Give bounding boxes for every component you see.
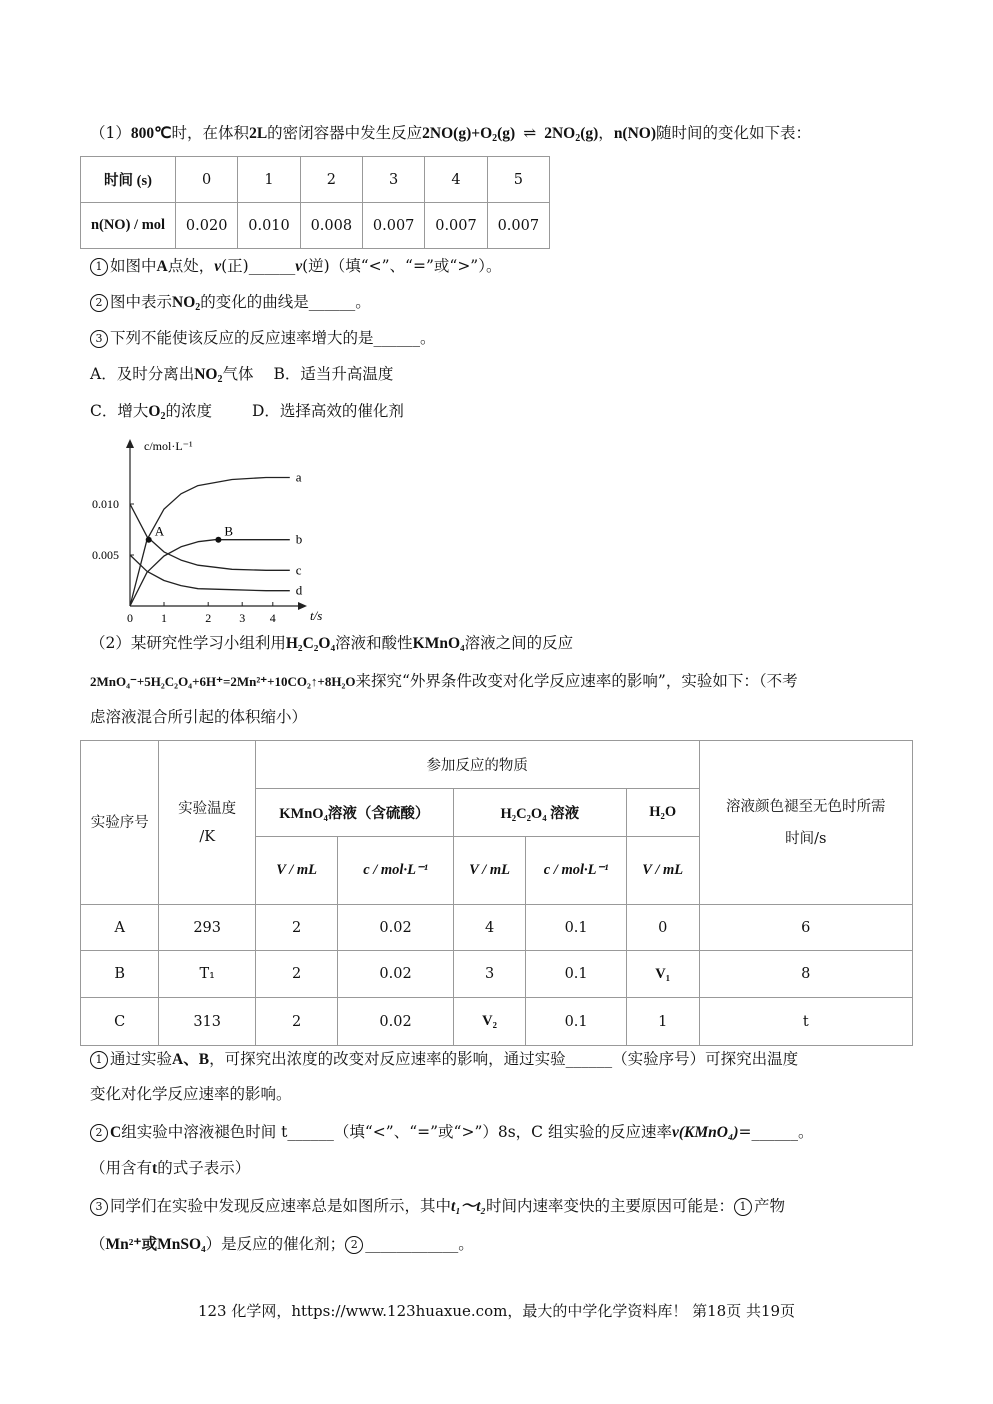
x-tick-label: 2 bbox=[205, 611, 212, 624]
table-cell: 0.02 bbox=[338, 951, 453, 998]
point-label-B: B bbox=[224, 523, 234, 539]
series-label-c: c bbox=[295, 562, 302, 578]
table-cell: 1 bbox=[626, 998, 699, 1046]
header-h2o: H₂O bbox=[626, 789, 699, 837]
q1-options-cd: C．增大O2的浓度 D．选择高效的催化剂 bbox=[90, 402, 404, 422]
y-axis-arrow bbox=[126, 439, 134, 448]
table-cell: A bbox=[81, 905, 159, 951]
table-cell: 6 bbox=[699, 905, 913, 951]
y-tick-label: 0.005 bbox=[92, 548, 119, 562]
series-line-b bbox=[130, 540, 290, 606]
page-footer: 123 化学网，https://www.123huaxue.com，最大的中学化学资料库！ 第18页 共19页 bbox=[197, 1302, 796, 1320]
table-row bbox=[81, 905, 913, 951]
table-cell: 0.1 bbox=[526, 951, 627, 998]
x-axis-arrow bbox=[298, 602, 307, 610]
y-axis-label: c/mol·L⁻¹ bbox=[144, 439, 193, 453]
table-cell: 4 bbox=[453, 905, 526, 951]
series-label-d: d bbox=[295, 582, 303, 598]
table-cell: t bbox=[699, 998, 913, 1046]
table-cell: 2 bbox=[255, 998, 337, 1046]
table-cell: V₂ bbox=[453, 998, 526, 1046]
header-c: c / mol·L⁻¹ bbox=[526, 837, 627, 905]
table-cell: 2 bbox=[255, 905, 337, 951]
table-cell: B bbox=[81, 951, 159, 998]
table-cell: 0.020 bbox=[176, 203, 238, 249]
table-cell: 0.007 bbox=[425, 203, 487, 249]
table-cell: 3 bbox=[362, 157, 424, 203]
table-cell: 0.02 bbox=[338, 905, 453, 951]
header-time: 溶液颜色褪至无色时所需 时间/s bbox=[699, 741, 913, 905]
table-header: n(NO) / mol bbox=[81, 203, 176, 249]
table-cell: 0.007 bbox=[362, 203, 424, 249]
series-label-b: b bbox=[295, 531, 303, 547]
table-cell: T₁ bbox=[159, 951, 255, 998]
q1-options-ab: A．及时分离出NO2气体 B．适当升高温度 bbox=[90, 365, 394, 385]
header-v: V / mL bbox=[453, 837, 526, 905]
table-row bbox=[81, 998, 913, 1046]
table-cell: 293 bbox=[159, 905, 255, 951]
header-v: V / mL bbox=[255, 837, 337, 905]
q1-intro: （1）800℃时，在体积2L的密闭容器中发生反应2NO(g)+O2(g) ⇌ 2NO2(g)，n(NO)随时间的变化如下表： bbox=[90, 124, 812, 144]
table-cell: 0.1 bbox=[526, 998, 627, 1046]
nno-table bbox=[80, 156, 550, 249]
table-cell: 313 bbox=[159, 998, 255, 1046]
table-cell: 1 bbox=[238, 157, 300, 203]
series-label-a: a bbox=[295, 469, 302, 485]
table-row bbox=[81, 951, 913, 998]
q2-sub2-cont: （用含有t的式子表示） bbox=[90, 1159, 251, 1177]
concentration-chart bbox=[86, 434, 346, 624]
header-group: 参加反应的物质 bbox=[255, 741, 699, 789]
table-cell: 8 bbox=[699, 951, 913, 998]
table-cell: 2 bbox=[300, 157, 362, 203]
table-cell: 0.1 bbox=[526, 905, 627, 951]
q1-sub3: 3 下列不能使该反应的反应速率增大的是______。 bbox=[90, 328, 436, 348]
q2-intro-end: 虑溶液混合所引起的体积缩小） bbox=[90, 708, 308, 726]
table-cell: 0.02 bbox=[338, 998, 453, 1046]
q2-sub1: 1 通过实验A、B，可探究出浓度的改变对反应速率的影响，通过实验______（实验序号）可探究出温度 bbox=[90, 1049, 798, 1070]
q2-sub2: 2 C组实验中溶液褪色时间 t______（填“<”、“=”或“>”）8s，C 组实验的反应速率v(KMnO₄)=______。 bbox=[90, 1122, 814, 1143]
table-cell: C bbox=[81, 998, 159, 1046]
header-c: c / mol·L⁻¹ bbox=[338, 837, 453, 905]
table-cell: 3 bbox=[453, 951, 526, 998]
table-cell: 0.010 bbox=[238, 203, 300, 249]
header-kmno4: KMnO₄溶液（含硫酸） bbox=[255, 789, 453, 837]
q2-intro: （2）某研究性学习小组利用H₂C₂O₄溶液和酸性KMnO₄溶液之间的反应 bbox=[90, 634, 574, 652]
x-tick-label: 1 bbox=[161, 611, 167, 624]
table-cell: 0.008 bbox=[300, 203, 362, 249]
header-no: 实验序号 bbox=[81, 741, 159, 905]
q1-sub1: 1 如图中A点处，v(正)______v(逆)（填“<”、“=”或“>”）。 bbox=[90, 256, 501, 277]
x-tick-label: 0 bbox=[127, 611, 133, 624]
x-axis-label: t/s bbox=[310, 608, 323, 623]
q2-equation-line: 2MnO₄⁻+5H₂C₂O₄+6H⁺=2Mn²⁺+10CO₂↑+8H₂O来探究“外界条件改变对化学反应速率的影响”，实验如下：（不考 bbox=[90, 672, 798, 690]
table-cell: 0 bbox=[626, 905, 699, 951]
x-tick-label: 3 bbox=[239, 611, 246, 624]
table-cell: 2 bbox=[255, 951, 337, 998]
series-line-a bbox=[130, 478, 290, 607]
table-cell: V₁ bbox=[626, 951, 699, 998]
header-v: V / mL bbox=[626, 837, 699, 905]
series-line-d bbox=[130, 555, 290, 591]
table-header: 时间 (s) bbox=[81, 157, 176, 203]
header-temp: 实验温度 /K bbox=[159, 741, 255, 905]
point-A bbox=[146, 537, 152, 543]
table-cell: 0 bbox=[176, 157, 238, 203]
q2-sub3: 3 同学们在实验中发现反应速率总是如图所示，其中t₁～t₂时间内速率变快的主要原因可能是： 1 产物 bbox=[90, 1196, 785, 1217]
x-tick-label: 4 bbox=[269, 611, 276, 624]
q1-sub2: 2 图中表示NO2的变化的曲线是______。 bbox=[90, 292, 371, 318]
table-cell: 4 bbox=[425, 157, 487, 203]
table-cell: 0.007 bbox=[487, 203, 549, 249]
q2-sub3-cont: （Mn²⁺或MnSO₄）是反应的催化剂； 2 ____________。 bbox=[90, 1235, 474, 1253]
table-cell: 5 bbox=[487, 157, 549, 203]
header-h2c2o4: H₂C₂O₄ 溶液 bbox=[453, 789, 626, 837]
experiment-table bbox=[80, 740, 913, 1046]
point-label-A: A bbox=[154, 523, 165, 539]
y-tick-label: 0.010 bbox=[92, 497, 119, 511]
q2-sub1-cont: 变化对化学反应速率的影响。 bbox=[90, 1085, 292, 1103]
point-B bbox=[215, 537, 221, 543]
